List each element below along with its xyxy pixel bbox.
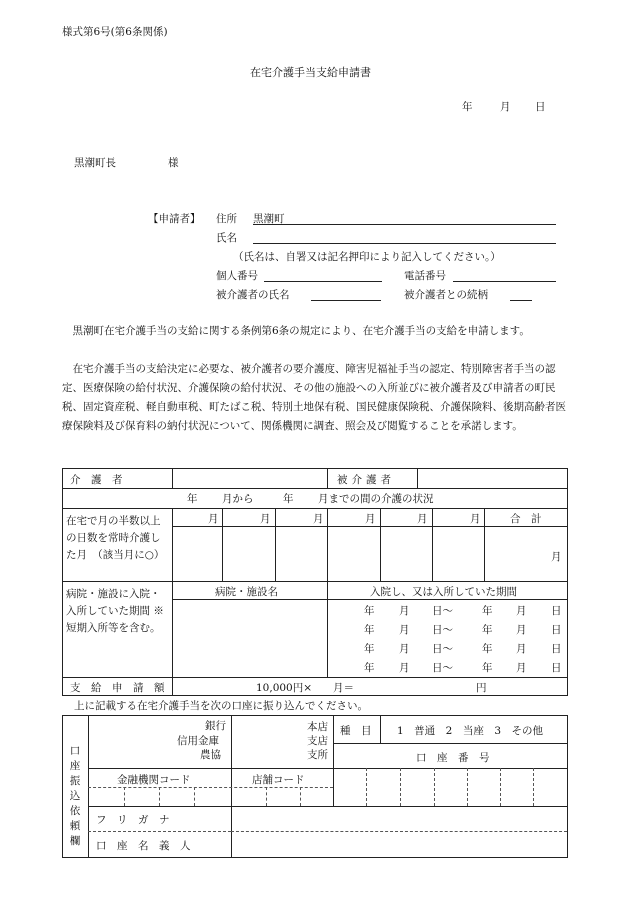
hospital-label: 病院・施設に入院・入所していた期間 ※短期入所等を含む。 — [66, 588, 164, 634]
period-until: 月までの間の介護の状況 — [318, 493, 434, 505]
care-recipient-name-label: 被介護者の氏名 — [216, 289, 290, 301]
payment-yen: 円 — [476, 682, 487, 694]
care-recipient-name-line[interactable] — [311, 300, 381, 301]
payment-label: 支 給 申 請 額 — [70, 682, 165, 694]
date-year: 年 — [462, 101, 473, 113]
period-year-b: 年 — [283, 493, 294, 505]
relationship-label: 被介護者との続柄 — [404, 289, 488, 301]
furigana-field[interactable] — [235, 809, 565, 829]
personal-number-label: 個人番号 — [216, 270, 258, 282]
period-year-a: 年 — [187, 493, 198, 505]
branch-type-2: 支店 — [307, 735, 328, 747]
bank-side-label: 口座振込依頼欄 — [69, 745, 81, 847]
month-unit-2: 月 — [260, 513, 271, 525]
name-label: 氏名 — [216, 232, 237, 244]
month-unit-3: 月 — [313, 513, 324, 525]
months-label: 在宅で月の半数以上の日数を常時介護した月 （該当月に○） — [66, 515, 165, 561]
month-unit-6: 月 — [470, 513, 481, 525]
month-unit-4: 月 — [365, 513, 376, 525]
branch-type-3: 支所 — [307, 749, 328, 761]
hospital-name-header: 病院・施設名 — [215, 586, 278, 598]
form-number: 様式第6号(第6条関係) — [62, 26, 168, 38]
address-line[interactable] — [253, 224, 556, 225]
address-label: 住所 — [216, 213, 237, 225]
total-unit: 月 — [551, 551, 562, 563]
care-recipient-label: 被介護者 — [337, 474, 395, 486]
caregiver-label: 介 護 者 — [70, 474, 123, 486]
institution-types: 銀行 — [205, 720, 226, 732]
addressee-honorific: 様 — [168, 157, 179, 169]
consent-paragraph: 在宅介護手当の支給決定に必要な、被介護者の要介護度、障害児福祉手当の認定、特別障害者手当の認定、医療保険の給付状況、介護保険の給付状況、その他の施設への入所並びに被介護者及び申請者の町民税、固定資産税、軽自動車税、町たばこ税、特別土地保有税、国民健康保険税、介護保険料、後期高齢者医療保険料及び保育料の納付状況について、関係機関に調査、照会及び閲覧することを承諾します。 — [62, 363, 566, 432]
period-from: 月から — [222, 493, 254, 505]
addressee-name: 黒潮町長 — [74, 157, 116, 169]
declaration-paragraph: 黒潮町在宅介護手当の支給に関する条例第6条の規定により、在宅介護手当の支給を申請します。 — [72, 325, 530, 337]
address-value: 黒潮町 — [253, 213, 285, 225]
institution-type-2: 信用金庫 — [177, 735, 219, 747]
bank-instruction: 上に記載する在宅介護手当を次の口座に振り込んでください。 — [74, 700, 368, 712]
name-line[interactable] — [253, 243, 556, 244]
phone-label: 電話番号 — [404, 270, 446, 282]
phone-line[interactable] — [453, 281, 556, 282]
relationship-line[interactable] — [510, 300, 532, 301]
personal-number-line[interactable] — [264, 281, 382, 282]
institution-code-label: 金融機関コード — [117, 774, 191, 786]
institution-type-3: 農協 — [200, 749, 221, 761]
applicant-section-label: 【申請者】 — [148, 213, 201, 225]
payment-formula: 10,000円× 月＝ — [256, 682, 355, 694]
name-note: （氏名は、自署又は記名押印により記入してください。） — [233, 251, 501, 263]
account-holder-label: 口 座 名 義 人 — [96, 840, 191, 852]
page-title: 在宅介護手当支給申請書 — [250, 66, 371, 79]
account-types[interactable]: 1 普通 2 当座 3 その他 — [397, 725, 544, 737]
total-label: 合 計 — [510, 513, 542, 525]
care-recipient-field[interactable] — [420, 471, 565, 487]
date-month: 月 — [500, 101, 511, 113]
account-type-label: 種 目 — [340, 725, 372, 737]
account-number-label: 口 座 番 号 — [416, 752, 490, 764]
caregiver-field[interactable] — [180, 471, 325, 487]
month-unit-5: 月 — [417, 513, 428, 525]
month-unit-1: 月 — [208, 513, 219, 525]
account-holder-field[interactable] — [235, 834, 565, 855]
furigana-label: フ リ ガ ナ — [96, 814, 170, 826]
branch-type-1: 本店 — [307, 721, 328, 733]
stay-period-header: 入院し、又は入所していた期間 — [370, 586, 517, 598]
date-day: 日 — [535, 101, 546, 113]
branch-code-label: 店舗コード — [252, 774, 305, 786]
